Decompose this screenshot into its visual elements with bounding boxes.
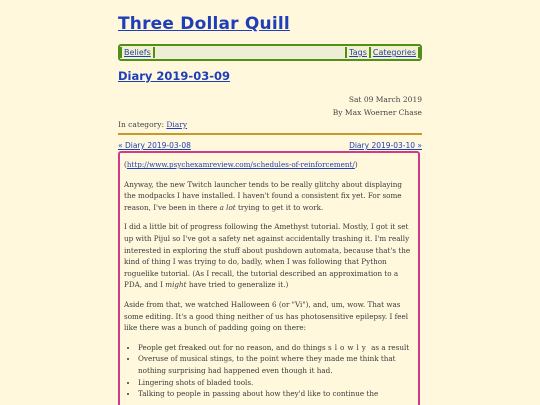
paragraph: Aside from that, we watched Halloween 6 (or "Vi"), and, um, wow. That was some editing. It's a good thing neither of us has photosensitive epilepsy. I feel like there was a bunch of padding going on there: xyxy=(124,299,409,333)
reference-link[interactable]: http://www.psychexamreview.com/schedules-of-reinforcement/ xyxy=(126,160,355,169)
list-item: • Talking to people in passing about how they'd like to continue the xyxy=(138,388,414,400)
text: ( xyxy=(124,160,127,169)
nav-divider xyxy=(153,47,155,58)
next-post-link[interactable]: Diary 2019-03-10 » xyxy=(349,141,422,150)
text: trying to get it to work. xyxy=(235,202,324,212)
text: have tried to generalize it.) xyxy=(186,280,289,290)
list-item: • Overuse of musical stings, to the point where they made me think that nothing surprising had happened even though it had. xyxy=(138,353,414,376)
nav-divider xyxy=(418,47,420,58)
list-item xyxy=(138,342,414,354)
spaced-text: slowly xyxy=(328,342,369,352)
post-content xyxy=(118,151,420,405)
paragraph xyxy=(124,159,414,171)
text: People get freaked out for no reason, and do things xyxy=(138,342,328,352)
paragraph xyxy=(124,221,414,291)
post-category xyxy=(118,120,187,129)
paragraph xyxy=(124,179,414,214)
list-item: • Lingering shots of bladed tools. xyxy=(138,377,414,389)
post-title-link[interactable]: Diary 2019-03-09 xyxy=(118,69,230,83)
text: I did a little bit of progress following the Amethyst tutorial. Mostly, I got it set up with Pijul so I've got a safety net against accidentally trashing it. I'm really interested in exploring the stuff about pushdown automata, because that's the kind of thing I was trying to do, badly, when I was following that Python roguelike tutorial. (As I recall, the tutorial described an approximation to a PDA, and I xyxy=(124,222,411,290)
text: as a result xyxy=(368,342,410,352)
post-author: By Max Woerner Chase xyxy=(332,108,422,117)
divider xyxy=(118,133,422,135)
text: Anyway, the new Twitch launcher tends to be really glitchy about displaying the modpacks I have installed. I haven't found a consistent fix yet. For some reason, I've been in there xyxy=(124,179,403,212)
nav-bar xyxy=(118,44,422,61)
category-link[interactable]: Diary xyxy=(166,120,188,129)
search-input[interactable] xyxy=(156,47,344,58)
site-title-link[interactable]: Three Dollar Quill xyxy=(118,14,290,34)
category-label: In category: xyxy=(118,120,164,129)
nav-tags-link[interactable]: Tags xyxy=(349,48,367,57)
nav-categories-link[interactable]: Categories xyxy=(372,48,416,57)
bullet-list xyxy=(124,342,414,400)
nav-beliefs-link[interactable]: Beliefs xyxy=(124,48,151,57)
post-date: Sat 09 March 2019 xyxy=(348,95,422,104)
prev-post-link[interactable]: « Diary 2019-03-08 xyxy=(118,141,191,150)
text: ) xyxy=(354,160,358,169)
emphasis: might xyxy=(165,280,187,290)
emphasis: a lot xyxy=(219,202,236,212)
